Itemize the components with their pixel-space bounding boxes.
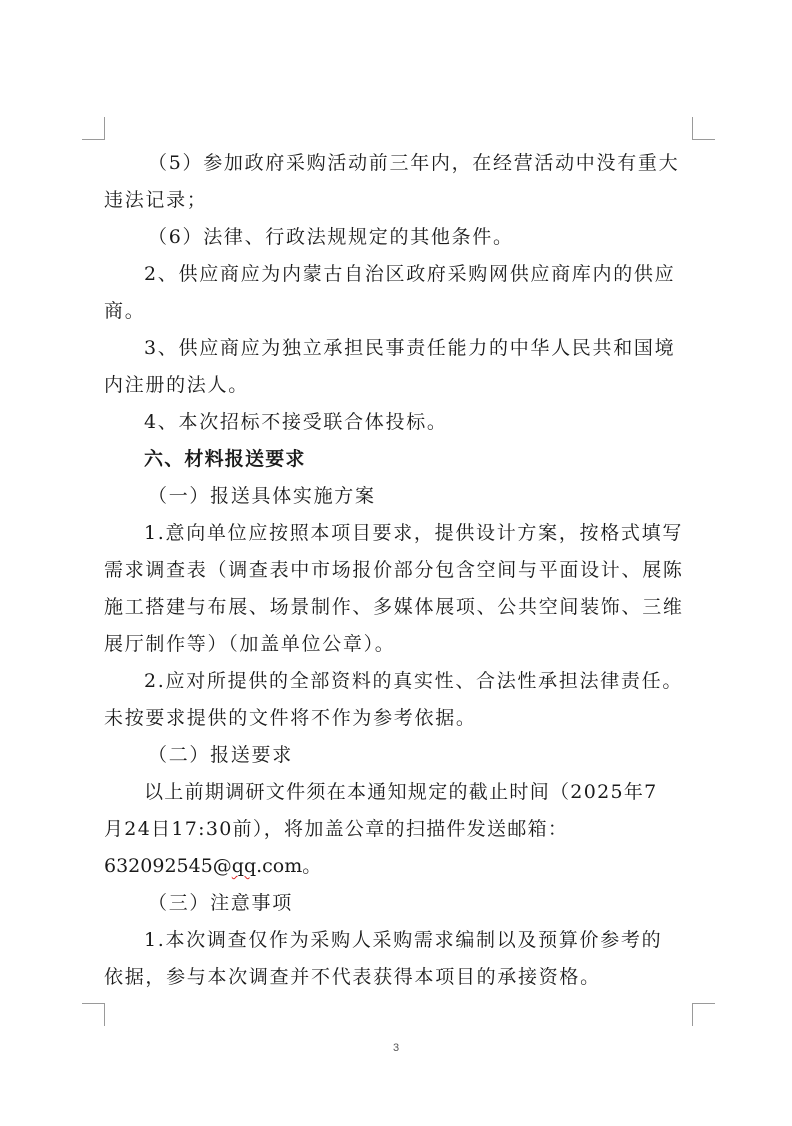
text-line: 以上前期调研文件须在本通知规定的截止时间（2025年7 (144, 781, 658, 803)
text-line: （5）参加政府采购活动前三年内，在经营活动中没有重大 (148, 152, 680, 174)
email-address (104, 854, 321, 878)
text-line: 3、供应商应为独立承担民事责任能力的中华人民共和国境 (144, 337, 676, 359)
text-line: 需求调查表（调查表中市场报价部分包含空间与平面设计、展陈 (104, 559, 684, 581)
text-line: 展厅制作等）（加盖单位公章）。 (104, 633, 396, 655)
corner-mark-bottom-right (692, 1003, 715, 1026)
text-line: 施工搭建与布展、场景制作、多媒体展项、公共空间装饰、三维 (104, 596, 684, 618)
text-line: 内注册的法人。 (104, 374, 249, 396)
corner-mark-top-right (692, 117, 715, 140)
subsection-heading: （三）注意事项 (148, 892, 293, 914)
text-line: 1.意向单位应按照本项目要求，提供设计方案，按格式填写 (144, 522, 684, 544)
email-prefix: 632092545@ (104, 855, 232, 877)
text-line: 月24日17:30前），将加盖公章的扫描件发送邮箱： (104, 818, 569, 840)
subsection-heading: （一）报送具体实施方案 (148, 485, 376, 507)
text-line: 4、本次招标不接受联合体投标。 (144, 411, 448, 433)
text-line: 1.本次调查仅作为采购人采购需求编制以及预算价参考的 (144, 929, 663, 951)
corner-mark-bottom-left (82, 1003, 105, 1026)
text-line: （6）法律、行政法规规定的其他条件。 (148, 226, 514, 248)
email-domain: qq (231, 855, 257, 877)
text-line: 商。 (104, 300, 146, 322)
subsection-heading: （二）报送要求 (148, 744, 293, 766)
text-line: 违法记录； (104, 189, 208, 211)
text-line: 2、供应商应为内蒙古自治区政府采购网供应商库内的供应 (144, 263, 676, 285)
section-heading: 六、材料报送要求 (144, 448, 306, 470)
text-line: 2.应对所提供的全部资料的真实性、合法性承担法律责任。 (144, 670, 684, 692)
text-line: 未按要求提供的文件将不作为参考依据。 (104, 707, 477, 729)
email-suffix: .com。 (256, 855, 322, 877)
page-number: 3 (392, 1042, 400, 1054)
corner-mark-top-left (82, 117, 105, 140)
text-line: 依据，参与本次调查并不代表获得本项目的承接资格。 (104, 966, 601, 988)
